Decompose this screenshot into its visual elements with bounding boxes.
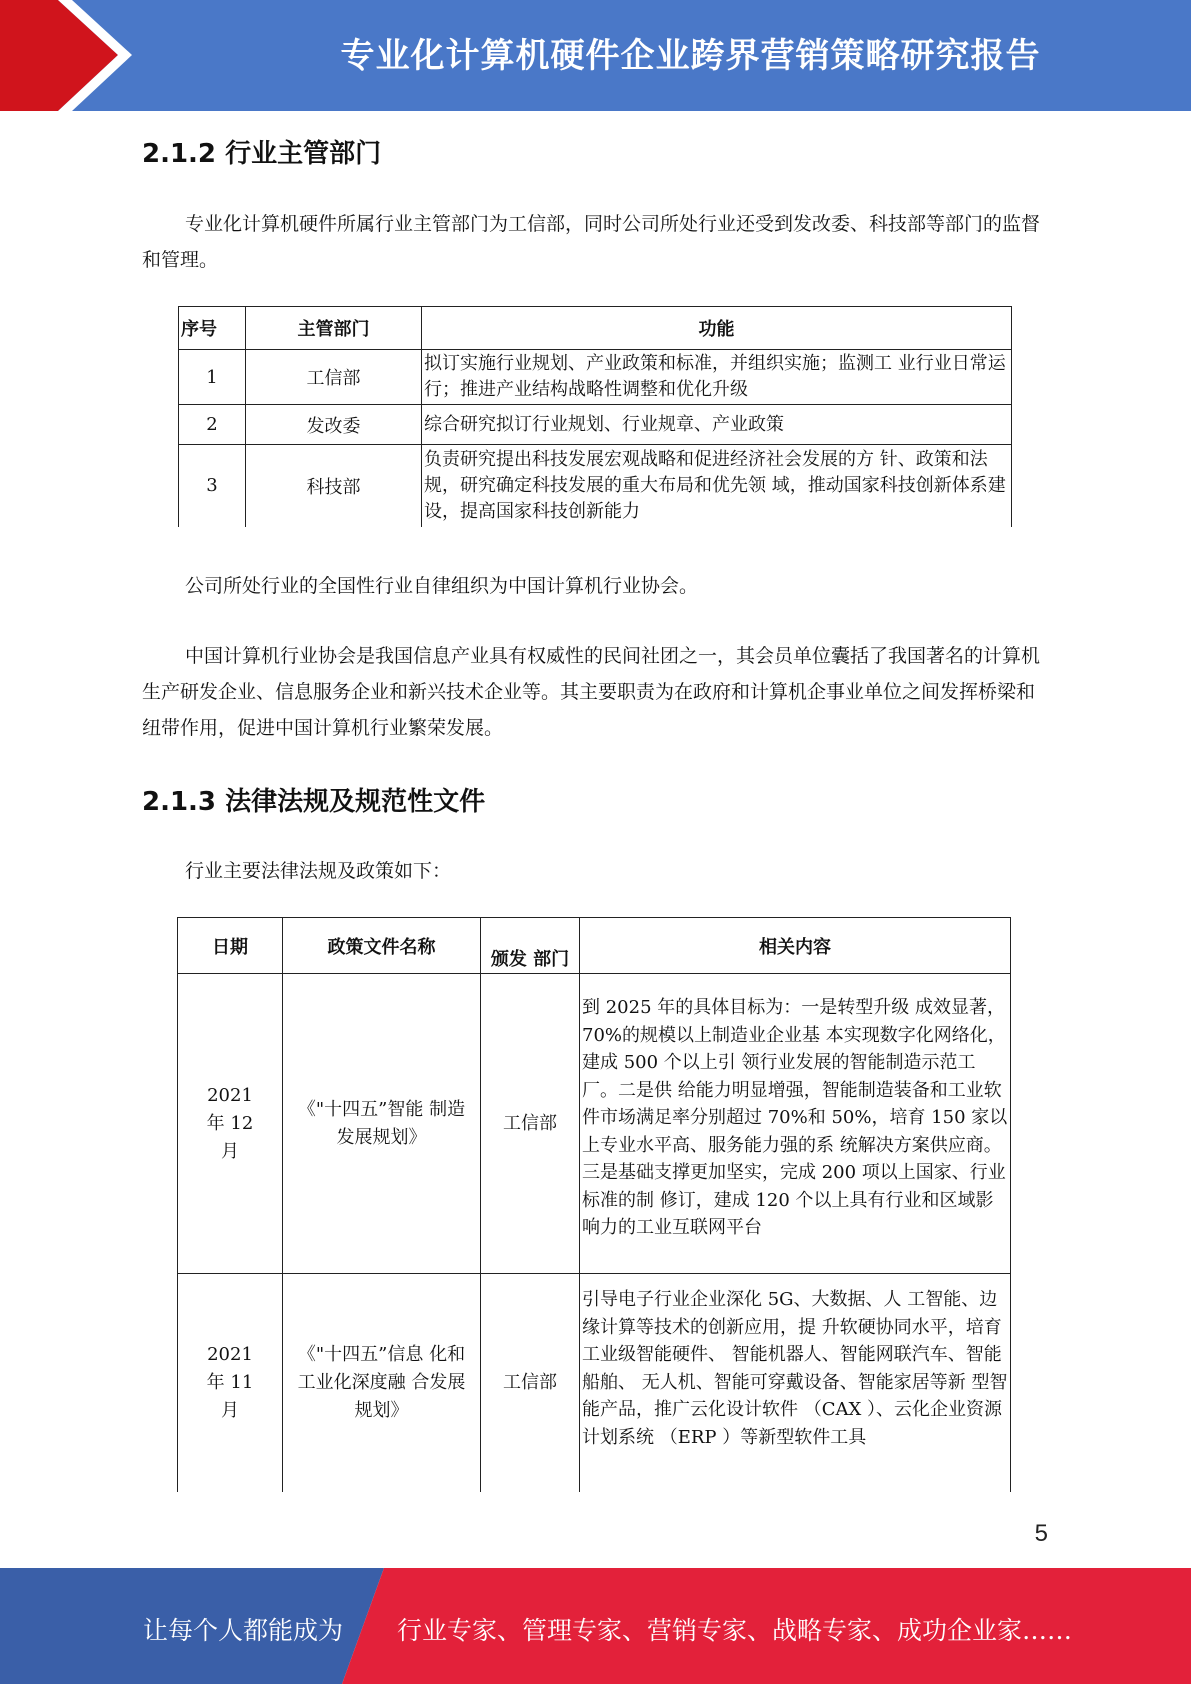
chevron-decoration-icon bbox=[0, 0, 160, 111]
section-heading-2-1-3: 2.1.3 法律法规及规范性文件 bbox=[142, 787, 486, 817]
policy-table bbox=[177, 917, 1011, 1492]
row-policy-name: 《"十四五”信息 化和工业化深度融 合发展规划》 bbox=[283, 1274, 481, 1492]
page-number: 5 bbox=[1034, 1520, 1048, 1547]
row-content: 引导电子行业企业深化 5G、大数据、人 工智能、边缘计算等技术的创新应用，提 升软硬协同水平，培育工业级智能硬件、 智能机器人、智能网联汽车、智能船舶、 无人机、智能可穿戴设备、智能家居等新 型智能产品，推广云化设计软件 （CAX ）、云化企业资源计划系统 （ERP ）等新型软件工具 bbox=[580, 1274, 1011, 1492]
row-date: 2021 年 12 月 bbox=[178, 974, 283, 1274]
page-footer bbox=[0, 1568, 1191, 1684]
table-header-row bbox=[178, 918, 1011, 974]
row-func: 综合研究拟订行业规划、行业规章、产业政策 bbox=[422, 405, 1012, 445]
row-no: 2 bbox=[179, 405, 246, 445]
table-row bbox=[178, 974, 1011, 1274]
row-no: 1 bbox=[179, 350, 246, 405]
row-func: 拟订实施行业规划、产业政策和标准，并组织实施；监测工 业行业日常运行；推进产业结构战略性调整和优化升级 bbox=[422, 350, 1012, 405]
row-dept: 发改委 bbox=[246, 405, 422, 445]
page-header bbox=[0, 0, 1191, 111]
row-policy-name: 《"十四五”智能 制造发展规划》 bbox=[283, 974, 481, 1274]
section1-para2: 公司所处行业的全国性行业自律组织为中国计算机行业协会。 bbox=[185, 575, 699, 597]
col-dept-header: 主管部门 bbox=[246, 307, 422, 350]
col-content-header: 相关内容 bbox=[580, 918, 1011, 974]
row-dept: 科技部 bbox=[246, 445, 422, 527]
row-dept: 工信部 bbox=[246, 350, 422, 405]
col-date-header: 日期 bbox=[178, 918, 283, 974]
table-row bbox=[179, 350, 1012, 405]
row-no: 3 bbox=[179, 445, 246, 527]
report-title: 专业化计算机硬件企业跨界营销策略研究报告 bbox=[340, 36, 1041, 76]
section2-intro: 行业主要法律法规及政策如下： bbox=[185, 860, 452, 882]
section-heading-2-1-2: 2.1.2 行业主管部门 bbox=[142, 139, 382, 169]
table-row bbox=[179, 405, 1012, 445]
col-dept-header: 颁发 部门 bbox=[481, 918, 580, 974]
row-dept: 工信部 bbox=[481, 1274, 580, 1492]
dept-table bbox=[178, 306, 1012, 527]
row-func: 负责研究提出科技发展宏观战略和促进经济社会发展的方 针、政策和法规，研究确定科技发展的重大布局和优先领 域，推动国家科技创新体系建设，提高国家科技创新能力 bbox=[422, 445, 1012, 527]
col-func-header: 功能 bbox=[422, 307, 1012, 350]
row-content: 到 2025 年的具体目标为：一是转型升级 成效显著，70%的规模以上制造业企业基 本实现数字化网络化，建成 500 个以上引 领行业发展的智能制造示范工厂。二是供 给能力明显增强，智能制造装备和工业软 件市场满足率分别超过 70%和 50%，培育 150 家以上专业水平高、服务能力强的系 统解决方案供应商。三是基础支撑更加坚实，完成 200 项以上国家、行业标准的制 修订，建成 120 个以上具有行业和区域影 响力的工业互联网平台 bbox=[580, 974, 1011, 1274]
table-row bbox=[178, 1274, 1011, 1492]
section1-para3: 中国计算机行业协会是我国信息产业具有权威性的民间社团之一，其会员单位囊括了我国著名的计算机生产研发企业、信息服务企业和新兴技术企业等。其主要职责为在政府和计算机企事业单位之间发挥桥梁和纽带作用，促进中国计算机行业繁荣发展。 bbox=[142, 645, 1041, 739]
col-no-header: 序号 bbox=[179, 307, 246, 350]
table-header-row bbox=[179, 307, 1012, 350]
row-date: 2021 年 11 月 bbox=[178, 1274, 283, 1492]
footer-left-text: 让每个人都能成为 bbox=[143, 1616, 344, 1645]
row-dept: 工信部 bbox=[481, 974, 580, 1274]
col-name-header: 政策文件名称 bbox=[283, 918, 481, 974]
footer-right-text: 行业专家、管理专家、营销专家、战略专家、成功企业家…… bbox=[397, 1616, 1073, 1645]
table-row bbox=[179, 445, 1012, 527]
section1-intro: 专业化计算机硬件所属行业主管部门为工信部，同时公司所处行业还受到发改委、科技部等部门的监督和管理。 bbox=[142, 213, 1041, 271]
